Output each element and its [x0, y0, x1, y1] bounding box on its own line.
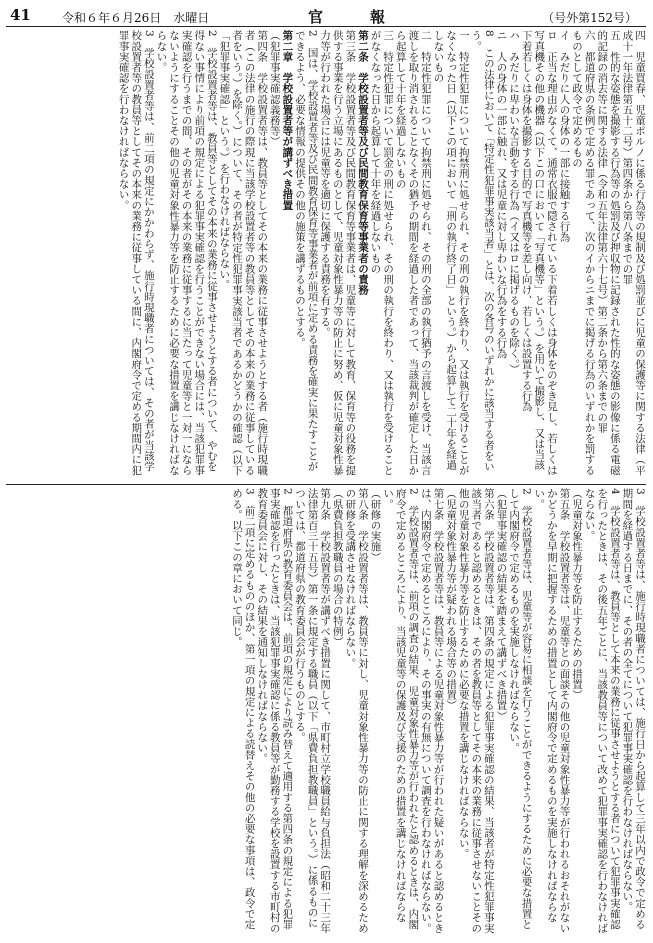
text-line: 3 学校設置者等は、前二項の規定にかかわらず、施行時現職者については、その者が当該学校設置者等の教員等としてその本来の業務に従事している間に、内閣府令で定める期間内に犯罪事実確認を行わなければならない。 — [117, 30, 155, 476]
text-line: 六 都道府県の条例で定める罪であって、次のイからニまでに掲げる行為のいずれかを罰するものとして政令で定めるもの — [571, 30, 596, 476]
text-line: （犯罪事実確認の結果を踏まえて講ずべき措置） — [495, 488, 508, 722]
text-line: 2 学校設置者等は、教員等としてその本来の業務に従事させようとする者について、やむを得ない事情により前項の規定による犯罪事実確認を行うことができない場合には、当該犯罪事実確認を行うまでの間、その者がその本来の業務に従事するに当たって児童等と一対一にならないようにすることその他の児童対象性暴力等を防止するために必要な措置を講じなければならない。 — [155, 30, 218, 476]
lower-text-block — [6, 488, 646, 938]
text-line: 4 学校設置者等は、教員等として本来の業務に従事させようとする者について犯罪事実確認を行ったときは、その後五年ごとに、当該教員等について改めて犯罪事実確認を行わなければならない。 — [583, 488, 621, 934]
text-line: 2 学校設置者等は、前項の調査の結果、児童対象性暴力等が行われたと認めるときは、内閣府令で定めるところにより、当該児童等の保護及び支援のための措置を講じなければならない。 — [382, 488, 420, 930]
text-line: 第七条 学校設置者等は、教員等による児童対象性暴力等が行われた疑いがあると認めるときは、内閣府令で定めるところにより、その事実の有無について調査を行わなければならない。 — [419, 488, 445, 934]
gazette-title: 官 報 — [308, 8, 402, 26]
issue-number: （号外第152号） — [542, 11, 637, 25]
text-line: 第八条 学校設置者等は、教員等に対し、児童対象性暴力等の防止に関する理解を深めるための研修を受講させなければならない。 — [344, 488, 369, 934]
upper-text-column — [6, 30, 646, 480]
text-line: 第六条 学校設置者等は、第四条の規定による犯罪事実確認の結果、当該者が特定性犯罪事実該当者であると認めるときは、その者を教員等としてその本来の業務に従事させないことその他の児童対象性暴力等を防止するために必要な措置を講じなければならない。 — [457, 488, 495, 934]
text-line: （犯罪事実確認義務等） — [268, 30, 281, 147]
text-line: 三 特定性犯罪について罰金の刑に処せられ、その刑の執行を終わり、又は執行を受けることがなくなった日から起算して十年を経過しないもの — [369, 30, 395, 476]
text-line: 第五条 学校設置者等は、児童等との面談その他の児童対象性暴力等が行われるおそれがないかどうかを早期に把握するための措置として内閣府令で定めるものを実施しなければならない。 — [533, 488, 571, 934]
text-line: 二 特定性犯罪について拘禁刑に処せられ、その刑の全部の執行猶予の言渡しを受け、当該言渡しを取り消されることなくその猶予の期間を経過した者であって、当該裁判が確定した日から起算して十年を経過しないもの — [394, 30, 432, 476]
text-line: 第九条 学校設置者等が講ずべき措置に関して、市町村立学校職員給与負担法（昭和二十三年法律第百三十五号）第一条に規定する職員（以下「県費負担教職員」という。）に係るものについては、都道府県の教育委員会が行うものとする。 — [293, 488, 332, 934]
text-line: ハ みだりに卑わいな言動をする行為（イ又はロに掲げるものを除く。） — [508, 30, 521, 375]
text-line: ロ 正当な理由がなくて、通常衣服で隠されている下着若しくは身体をのぞき見し、若しくは写真機その他の機器（以下この口において「写真機等」という。）を用いて撮影し、又は当該下着若しくは身体を撮影する目的で写真機等を差し向け、若しくは設置する行為 — [520, 30, 558, 476]
upper-text-block — [6, 30, 646, 480]
text-line: 3 学校設置者等は、施行時現職者については、施行日から起算して三年以内で政令で定める期間を経過する日までに、その者の全てについて犯罪事実確認を行わなければならない。 — [621, 488, 646, 930]
section-divider — [6, 484, 646, 485]
header-divider — [6, 26, 646, 27]
text-line: イ みだりに人の身体の一部に接触する行為 — [558, 30, 571, 242]
lower-text-column — [6, 488, 646, 938]
text-line: （児童対象性暴力等を防止するための措置） — [571, 488, 584, 700]
text-line: 2 国は、学校設置者等及び民間教育保育等事業者が前項に定める責務を確実に果たすことができるよう、必要な情報の提供その他の施策を講ずるものとする。 — [293, 30, 319, 472]
text-line: （児童対象性暴力等が疑われる場合等の措置） — [445, 488, 458, 711]
text-line: 第四条 学校設置者等は、教員等としてその本来の業務に従事させようとする者（施行時現職者（この法律の施行の際現に当該学校設置者等の教員等としてその本来の業務に従事している者をいう。）を除く。）について、その者が特定性犯罪事実該当者であるかどうかの確認（以下「犯罪事実確認」という。）を行わなければならない。 — [218, 30, 269, 476]
text-line: 第三条 学校設置者等及び民間教育保育等事業者は、児童等に対して教育、保育等の役務を提供する事業を行う立場にあるものとして、児童対象性暴力等の防止に努め、仮に児童対象性暴力等が行われた場合には児童等を適切に保護する責務を有する。 — [319, 30, 357, 476]
issue-date: 令和６年６月26日 水曜日 — [62, 11, 210, 25]
text-line: 3 前二項に定めるもののほか、第一項の規定による読替えその他の必要な事項は、政令で定める。以下この章において同じ。 — [231, 488, 256, 930]
text-line: 2 学校設置者等は、児童等が容易に相談を行うことができるようにするために必要な措置として内閣府令で定めるものを実施しなければならない。 — [508, 488, 533, 930]
text-line: 8 この法律において「特定性犯罪事実該当者」とは、次の各号のいずれかに該当する者をいう。 — [470, 30, 495, 472]
page-header — [4, 6, 647, 26]
text-line: （県費負担教職員の場合の特例） — [331, 488, 344, 647]
text-line: ニ 人の身体の一部に触れ、又は児童に対し卑わいな行為をする行為 — [495, 30, 508, 359]
text-line: 四 児童買春、児童ポルノに係る行為等の規制及び処罰並びに児童の保護等に関する法律（平成十一年法律第五十二号）第四条から第八条までの罪 — [621, 30, 646, 476]
text-line: 五 性的な姿態を撮影する行為等の処罰及び押収物に記録された性的な姿態の影像に係る電磁的記録の消去等に関する法律（令和五年法律第六十七号）第二条から第六条までの罪 — [596, 30, 621, 476]
text-line: （研修の実施） — [369, 488, 382, 563]
text-line: 2 都道府県の教育委員会は、前項の規定により読み替えて適用する第四条の規定による犯罪事実確認を行ったときは、当該犯罪事実確認に係る教員等が勤務する学校を設置する市町村の教育委員会に対し、その結果を通知しなければならない。 — [256, 488, 294, 934]
article-heading: 第二条 学校設置者等及び民間教育保育等事業者の責務 — [356, 30, 369, 295]
page-number: 41 — [10, 6, 31, 24]
chapter-heading: 第二章 学校設置者等が講ずべき措置 — [281, 30, 294, 211]
text-line: 一 特定性犯罪について拘禁刑に処せられ、その刑の執行を終わり、又は執行を受けることがなくなった日（以下この項において「刑の執行終了日」という。）から起算して二十年を経過しないもの — [432, 30, 470, 476]
